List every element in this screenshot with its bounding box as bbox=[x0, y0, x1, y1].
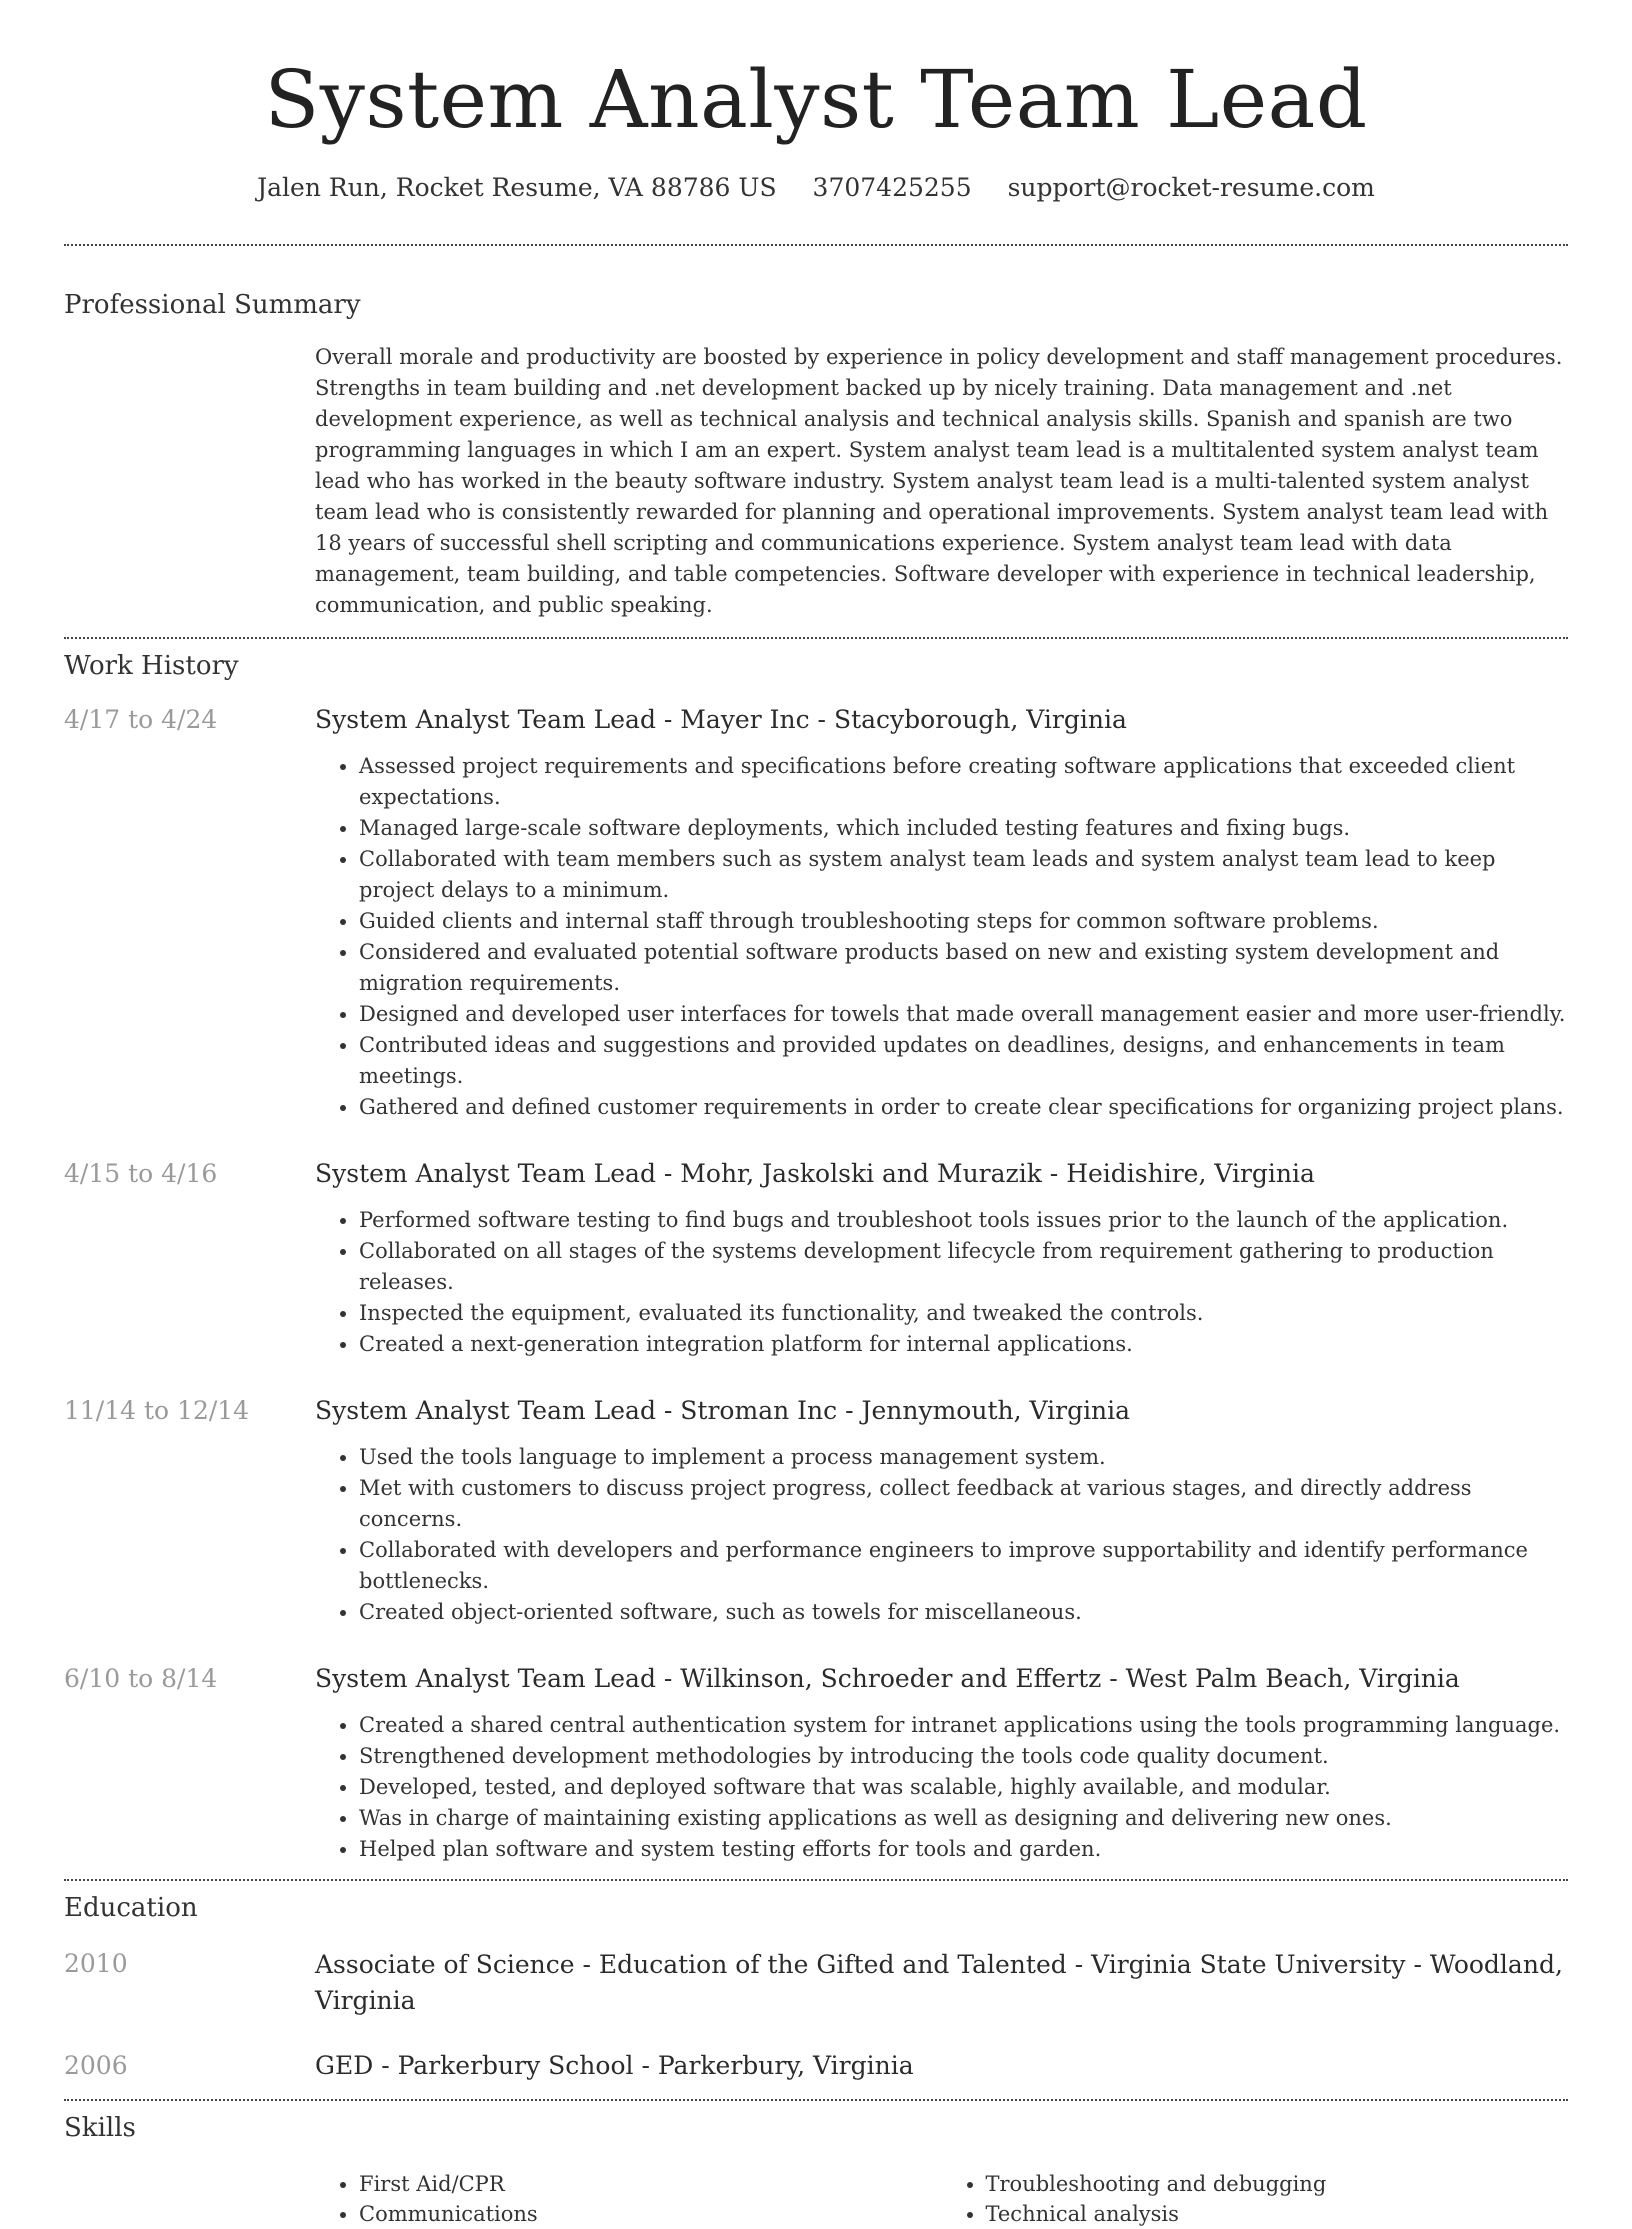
job-bullets bbox=[315, 1710, 1568, 1865]
job-bullets bbox=[315, 1442, 1568, 1628]
list-item: • Considered and evaluated potential software products based on new and existing system development and migration requirements. bbox=[359, 937, 1568, 999]
list-item: • Helped plan software and system testing efforts for tools and garden. bbox=[359, 1834, 1568, 1865]
education-title: Education bbox=[64, 1893, 198, 1923]
skills-list-right bbox=[942, 2169, 1569, 2229]
list-item: • Designed and developed user interfaces for towels that made overall management easier and more user-friendly. bbox=[359, 999, 1568, 1030]
education-year: 2010 bbox=[64, 1949, 128, 1978]
job-heading: System Analyst Team Lead - Mayer Inc - Stacyborough, Virginia bbox=[315, 705, 1127, 734]
education-entry bbox=[64, 2049, 1568, 2083]
education-heading: Associate of Science - Education of the Gifted and Talented - Virginia State University - Woodland, Virginia bbox=[315, 1950, 1563, 2015]
job-dates: 11/14 to 12/14 bbox=[64, 1396, 250, 1425]
job-entry bbox=[64, 1394, 1568, 1628]
job-bullets bbox=[315, 1205, 1568, 1360]
list-item: • Gathered and defined customer requirements in order to create clear specifications for organizing project plans. bbox=[359, 1092, 1568, 1123]
contact-address: Jalen Run, Rocket Resume, VA 88786 US bbox=[257, 173, 777, 202]
job-dates: 4/17 to 4/24 bbox=[64, 705, 218, 734]
skill-item: • First Aid/CPR bbox=[359, 2169, 942, 2199]
list-item: • Developed, tested, and deployed software that was scalable, highly available, and modular. bbox=[359, 1772, 1568, 1803]
job-entry bbox=[64, 703, 1568, 1123]
list-item: • Collaborated with team members such as system analyst team leads and system analyst team lead to keep project delays to a minimum. bbox=[359, 844, 1568, 906]
education-heading: GED - Parkerbury School - Parkerbury, Virginia bbox=[315, 2051, 914, 2080]
skills-title: Skills bbox=[64, 2113, 136, 2143]
education-year: 2006 bbox=[64, 2051, 128, 2080]
list-item: • Used the tools language to implement a process management system. bbox=[359, 1442, 1568, 1473]
contact-email: support@rocket-resume.com bbox=[1007, 173, 1375, 202]
contact-line bbox=[64, 172, 1568, 204]
job-entry bbox=[64, 1157, 1568, 1360]
list-item: • Managed large-scale software deployments, which included testing features and fixing bugs. bbox=[359, 813, 1568, 844]
list-item: • Collaborated on all stages of the systems development lifecycle from requirement gathering to production releases. bbox=[359, 1236, 1568, 1298]
job-heading: System Analyst Team Lead - Stroman Inc - Jennymouth, Virginia bbox=[315, 1396, 1131, 1425]
summary-text: Overall morale and productivity are boosted by experience in policy development and staff management procedures. Strengths in team building and .net development backed up by nicely training. Data management and .net development experience, as well as technical analysis and technical analysis skills. Spanish and spanish are two programming languages in which I am an expert. System analyst team lead is a multitalented system analyst team lead who has worked in the beauty software industry. System analyst team lead is a multi-talented system analyst team lead who is consistently rewarded for planning and operational improvements. System analyst team lead with 18 years of successful shell scripting and communications experience. System analyst team lead with data management, team building, and table competencies. Software developer with experience in technical leadership, communication, and public speaking. bbox=[315, 345, 1563, 617]
job-dates: 4/15 to 4/16 bbox=[64, 1159, 218, 1188]
summary-title: Professional Summary bbox=[64, 290, 361, 320]
list-item: • Inspected the equipment, evaluated its functionality, and tweaked the controls. bbox=[359, 1298, 1568, 1329]
job-bullets bbox=[315, 751, 1568, 1123]
candidate-name: System Analyst Team Lead bbox=[264, 53, 1368, 146]
education-entry bbox=[64, 1947, 1568, 2019]
list-item: • Met with customers to discuss project progress, collect feedback at various stages, and directly address concerns. bbox=[359, 1473, 1568, 1535]
list-item: • Assessed project requirements and specifications before creating software applications that exceeded client expectations. bbox=[359, 751, 1568, 813]
list-item: • Created a next-generation integration platform for internal applications. bbox=[359, 1329, 1568, 1360]
job-heading: System Analyst Team Lead - Mohr, Jaskolski and Murazik - Heidishire, Virginia bbox=[315, 1159, 1315, 1188]
summary-section bbox=[64, 246, 1568, 621]
list-item: • Guided clients and internal staff through troubleshooting steps for common software problems. bbox=[359, 906, 1568, 937]
list-item: • Created object-oriented software, such as towels for miscellaneous. bbox=[359, 1597, 1568, 1628]
list-item: • Contributed ideas and suggestions and provided updates on deadlines, designs, and enhancements in team meetings. bbox=[359, 1030, 1568, 1092]
skill-item: • Troubleshooting and debugging bbox=[986, 2169, 1569, 2199]
contact-phone: 3707425255 bbox=[812, 173, 972, 202]
list-item: • Collaborated with developers and performance engineers to improve supportability and identify performance bottlenecks. bbox=[359, 1535, 1568, 1597]
list-item: • Performed software testing to find bugs and troubleshoot tools issues prior to the launch of the application. bbox=[359, 1205, 1568, 1236]
list-item: • Created a shared central authentication system for intranet applications using the tools programming language. bbox=[359, 1710, 1568, 1741]
job-heading: System Analyst Team Lead - Wilkinson, Schroeder and Effertz - West Palm Beach, Virginia bbox=[315, 1664, 1460, 1693]
job-entry bbox=[64, 1662, 1568, 1865]
skill-item: • Communications bbox=[359, 2199, 942, 2229]
list-item: • Was in charge of maintaining existing applications as well as designing and delivering new ones. bbox=[359, 1803, 1568, 1834]
education-section bbox=[64, 1881, 1568, 2083]
job-dates: 6/10 to 8/14 bbox=[64, 1664, 218, 1693]
skills-list-left bbox=[315, 2169, 942, 2229]
skills-section bbox=[64, 2101, 1568, 2229]
work-history-title: Work History bbox=[64, 651, 239, 681]
skill-item: • Technical analysis bbox=[986, 2199, 1569, 2229]
list-item: • Strengthened development methodologies by introducing the tools code quality document. bbox=[359, 1741, 1568, 1772]
work-history-section bbox=[64, 639, 1568, 1865]
